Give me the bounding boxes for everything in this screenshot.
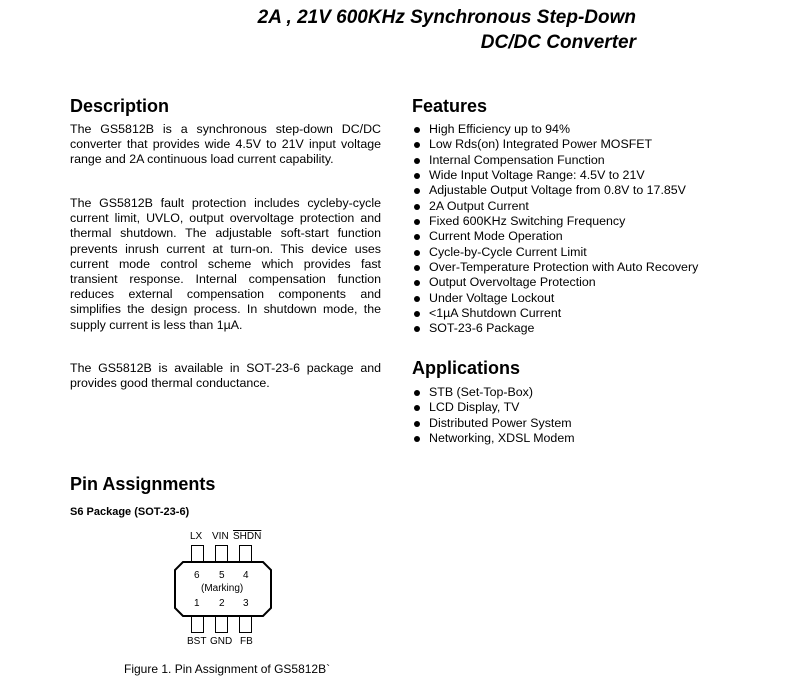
feature-item: <1µA Shutdown Current	[412, 306, 698, 321]
pin-name-vin: VIN	[212, 531, 229, 542]
pin-name-shdn: SHDN	[233, 531, 262, 542]
application-item: Networking, XDSL Modem	[412, 431, 575, 446]
application-item: Distributed Power System	[412, 416, 575, 431]
description-paragraph-1: The GS5812B is a synchronous step-down DC/DC converter that provides wide 4.5V to 21V input voltage range and 2A continuous load current capability.	[70, 122, 381, 167]
feature-item: Internal Compensation Function	[412, 153, 698, 168]
feature-item: Low Rds(on) Integrated Power MOSFET	[412, 137, 698, 152]
pin-name-gnd: GND	[210, 636, 233, 647]
pin-name-bst: BST	[187, 636, 207, 647]
pin-name-fb: FB	[240, 636, 253, 647]
pin-number-3: 3	[243, 598, 249, 609]
pin-lead	[215, 616, 228, 633]
feature-item: Adjustable Output Voltage from 0.8V to 17.85V	[412, 183, 698, 198]
applications-list	[412, 385, 575, 446]
package-label: S6 Package (SOT-23-6)	[70, 506, 190, 518]
pin-lead	[215, 545, 228, 562]
feature-item: 2A Output Current	[412, 199, 698, 214]
pin-lead	[191, 616, 204, 633]
feature-item: Current Mode Operation	[412, 229, 698, 244]
feature-item: SOT-23-6 Package	[412, 321, 698, 336]
feature-item: Fixed 600KHz Switching Frequency	[412, 214, 698, 229]
document-title-line-2: DC/DC Converter	[480, 32, 636, 53]
marking-label: (Marking)	[201, 583, 244, 594]
features-heading: Features	[412, 96, 488, 116]
pin-number-5: 5	[219, 570, 225, 581]
features-list	[412, 122, 698, 337]
feature-item: Over-Temperature Protection with Auto Recovery	[412, 260, 698, 275]
pin-number-4: 4	[243, 570, 249, 581]
application-item: LCD Display, TV	[412, 400, 575, 415]
pin-lead	[239, 616, 252, 633]
pin-number-1: 1	[194, 598, 200, 609]
feature-item: High Efficiency up to 94%	[412, 122, 698, 137]
feature-item: Output Overvoltage Protection	[412, 275, 698, 290]
description-heading: Description	[70, 96, 170, 116]
applications-heading: Applications	[412, 358, 521, 378]
description-paragraph-3: The GS5812B is available in SOT-23-6 package and provides good thermal conductance.	[70, 361, 381, 391]
feature-item: Wide Input Voltage Range: 4.5V to 21V	[412, 168, 698, 183]
pin-lead	[239, 545, 252, 562]
figure-caption: Figure 1. Pin Assignment of GS5812B`	[124, 662, 331, 676]
description-paragraph-2: The GS5812B fault protection includes cycleby-cycle current limit, UVLO, output overvoltage protection and thermal shutdown. The adjustable soft-start function prevents inrush current at turn-on. This device uses current mode control scheme which provides fast transient response. Internal compensation function reduces external compensation components and simplifies the design process. In shutdown mode, the supply current is less than 1µA.	[70, 196, 381, 332]
pin-assignments-heading: Pin Assignments	[70, 474, 216, 494]
feature-item: Under Voltage Lockout	[412, 291, 698, 306]
pin-name-lx: LX	[190, 531, 203, 542]
pin-number-6: 6	[194, 570, 200, 581]
pin-number-2: 2	[219, 598, 225, 609]
document-title-line-1: 2A , 21V 600KHz Synchronous Step-Down	[257, 7, 636, 28]
pin-lead	[191, 545, 204, 562]
application-item: STB (Set-Top-Box)	[412, 385, 575, 400]
feature-item: Cycle-by-Cycle Current Limit	[412, 245, 698, 260]
